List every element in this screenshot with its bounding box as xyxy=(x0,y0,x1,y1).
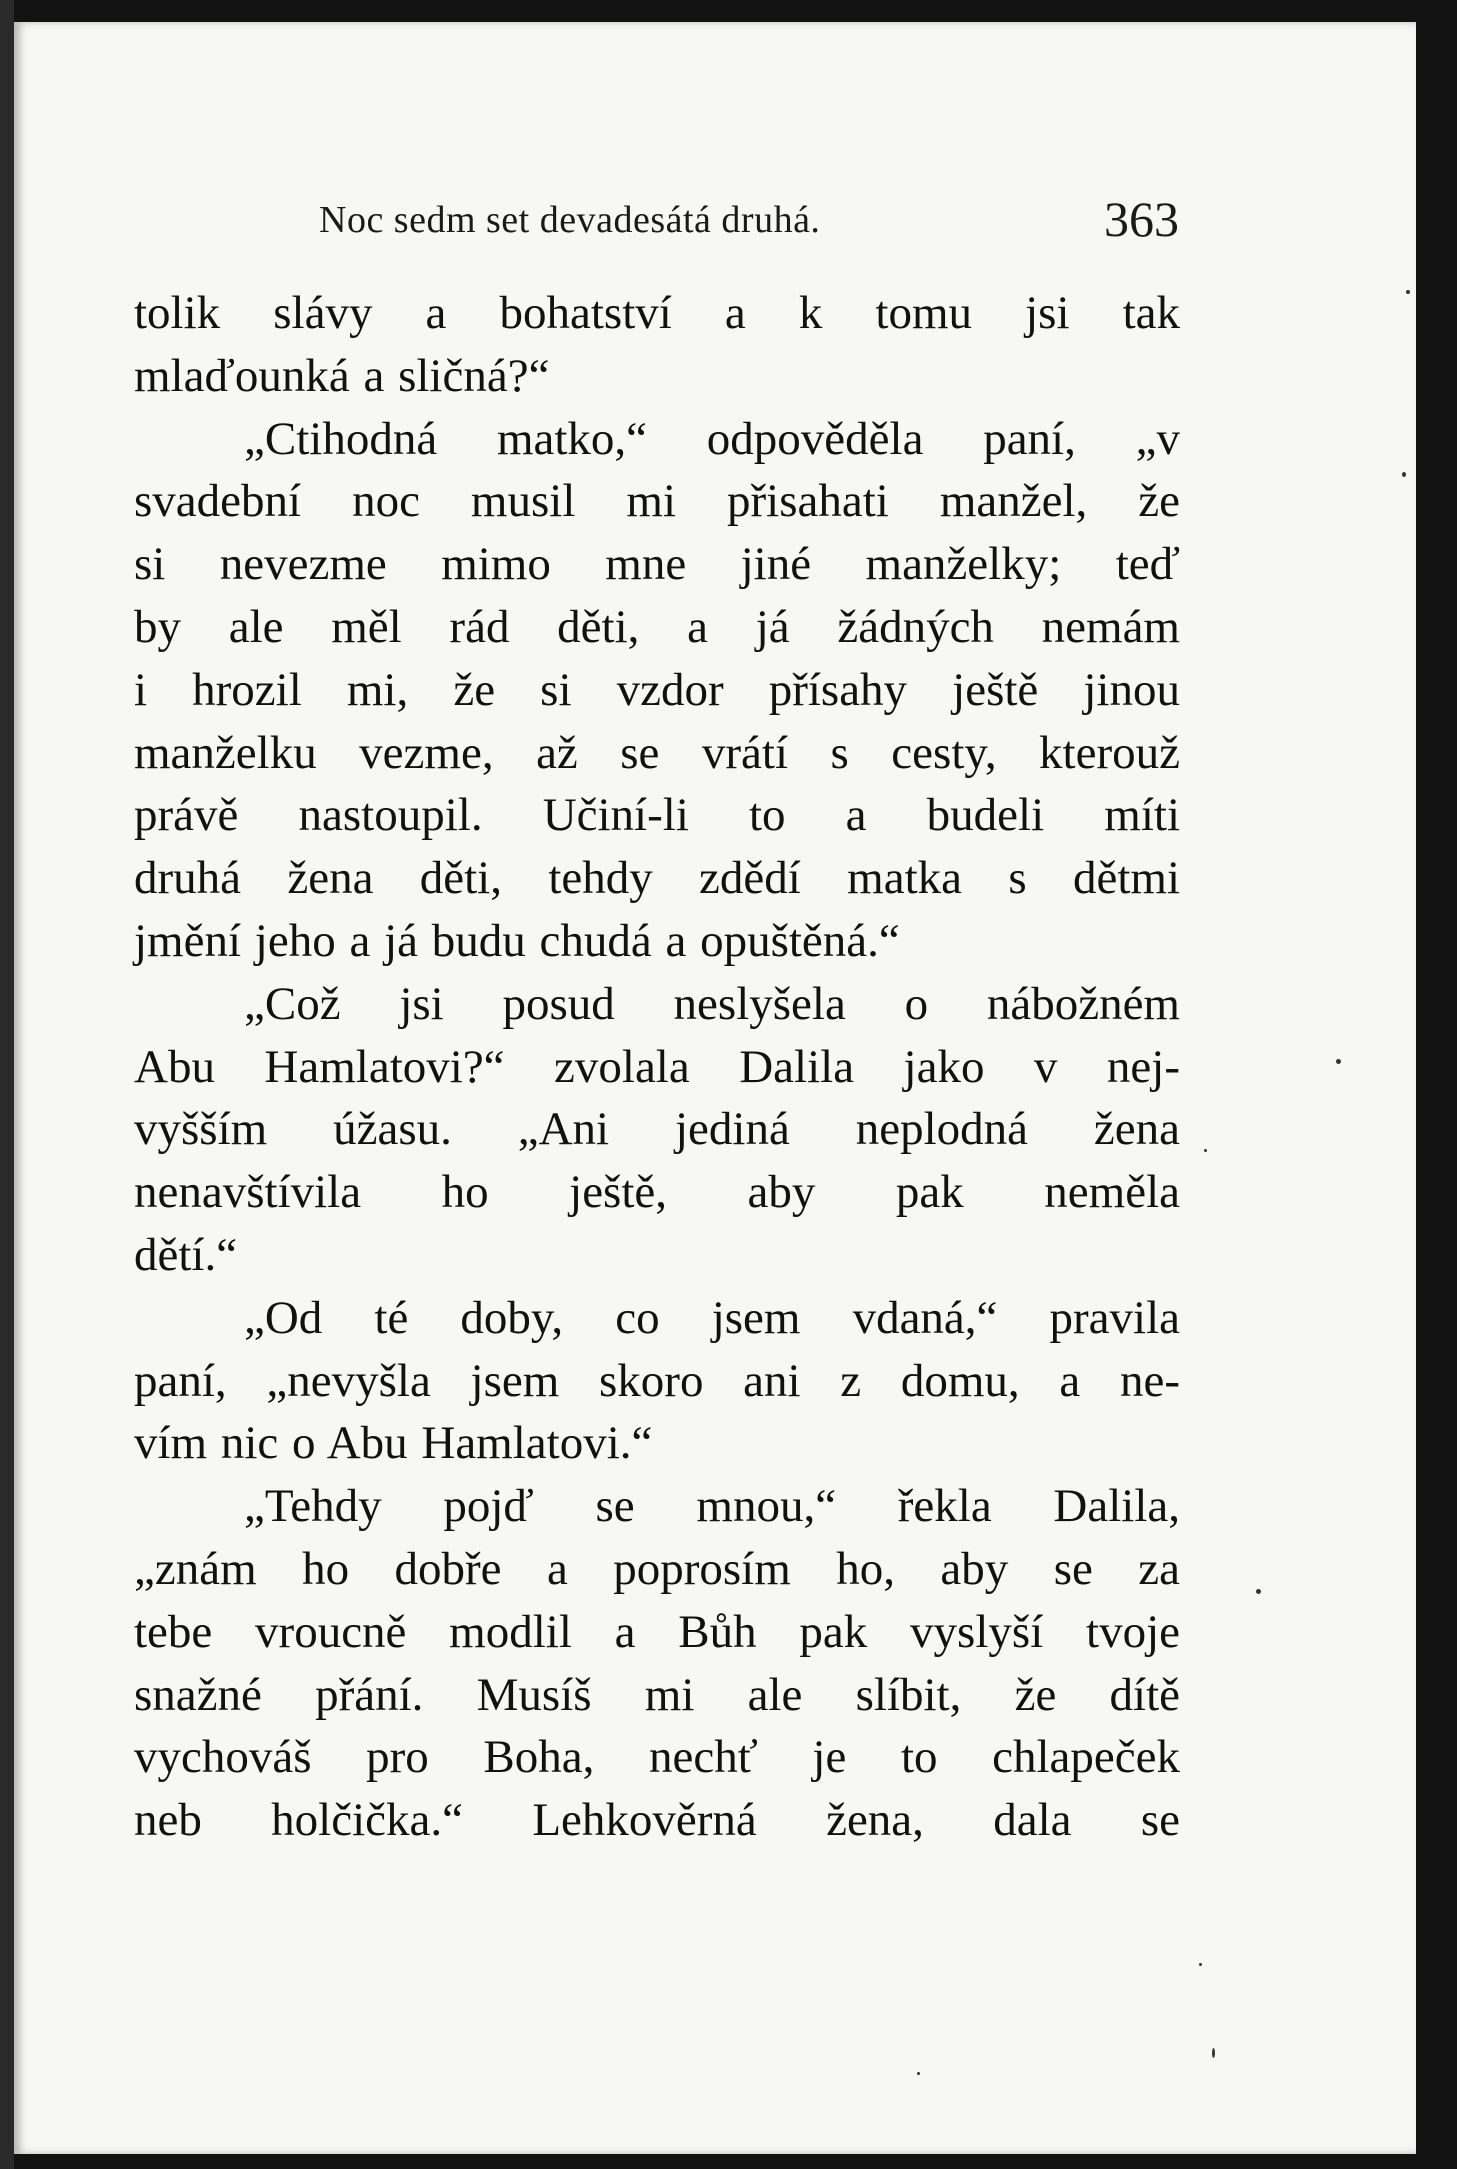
page-header xyxy=(319,190,1179,250)
print-speck xyxy=(1336,1059,1341,1064)
text-line: manželku vezme, až se vrátí s cesty, kterouž xyxy=(134,726,1180,779)
print-speck xyxy=(1212,2048,1215,2058)
text-line: druhá žena děti, tehdy zdědí matka s dětmi xyxy=(134,852,1180,905)
text-line: Abu Hamlatovi?“ zvolala Dalila jako v nej- xyxy=(134,1040,1180,1093)
text-line: by ale měl rád děti, a já žádných nemám xyxy=(134,600,1180,653)
print-speck xyxy=(1402,472,1406,477)
text-line: i hrozil mi, že si vzdor přísahy ještě jinou xyxy=(134,663,1180,716)
text-line: neb holčička.“ Lehkověrná žena, dala se xyxy=(134,1794,1180,1847)
text-line: mlaďounká a sličná?“ xyxy=(134,349,550,402)
print-speck xyxy=(1204,1149,1207,1152)
text-line: vychováš pro Boha, nechť je to chlapeček xyxy=(134,1731,1180,1784)
text-line: tebe vroucně modlil a Bůh pak vyslyší tvoje xyxy=(134,1605,1180,1658)
text-line: nenavštívila ho ještě, aby pak neměla xyxy=(134,1166,1180,1219)
text-line: tolik slávy a bohatství a k tomu jsi tak xyxy=(134,287,1180,339)
text-line: „Což jsi posud neslyšela o nábožném xyxy=(244,977,1180,1030)
text-line: „Od té doby, co jsem vdaná,“ pravila xyxy=(244,1291,1180,1344)
print-speck xyxy=(1406,290,1410,294)
text-line: vím nic o Abu Hamlatovi.“ xyxy=(134,1417,653,1470)
text-line: paní, „nevyšla jsem skoro ani z domu, a ne- xyxy=(134,1354,1180,1407)
text-line: si nevezme mimo mne jiné manželky; teď xyxy=(134,538,1180,591)
text-line: dětí.“ xyxy=(134,1228,238,1281)
page-number: 363 xyxy=(1104,191,1179,247)
print-speck xyxy=(917,2072,920,2075)
text-line: „znám ho dobře a poprosím ho, aby se za xyxy=(134,1542,1180,1595)
text-line: „Ctihodná matko,“ odpověděla paní, „v xyxy=(244,412,1180,465)
book-spine-edge xyxy=(0,0,14,2169)
running-title: Noc sedm set devadesátá druhá. xyxy=(319,199,821,241)
text-line: právě nastoupil. Učiní-li to a budeli míti xyxy=(134,789,1180,842)
print-speck xyxy=(1199,1963,1202,1966)
text-line: jmění jeho a já budu chudá a opuštěná.“ xyxy=(134,914,900,967)
text-line: svadební noc musil mi přisahati manžel, že xyxy=(134,475,1180,528)
print-speck xyxy=(1256,1589,1261,1594)
text-line: vyšším úžasu. „Ani jediná neplodná žena xyxy=(134,1103,1180,1156)
book-page xyxy=(14,22,1416,2154)
body-text xyxy=(134,282,1180,1852)
text-line: snažné přání. Musíš mi ale slíbit, že dítě xyxy=(134,1668,1180,1721)
text-line: „Tehdy pojď se mnou,“ řekla Dalila, xyxy=(244,1480,1180,1533)
